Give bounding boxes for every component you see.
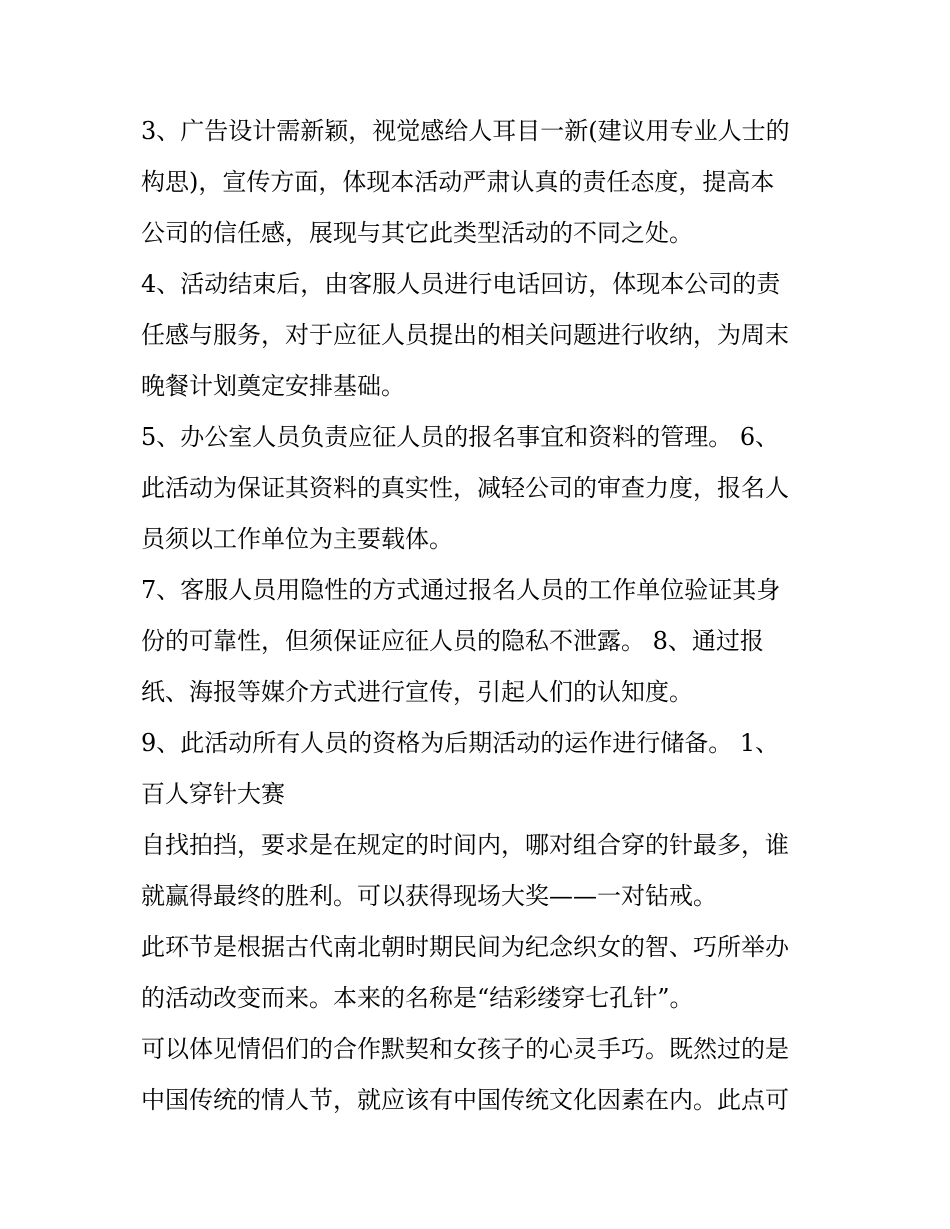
text-line: 自找拍挡，要求是在规定的时间内，哪对组合穿的针最多，谁 bbox=[141, 831, 789, 859]
text-line: 7、客服人员用隐性的方式通过报名人员的工作单位验证其身 bbox=[141, 576, 781, 604]
text-line: 4、活动结束后，由客服人员进行电话回访，体现本公司的责 bbox=[141, 270, 781, 298]
text-line: 纸、海报等媒介方式进行宣传，引起人们的认知度。 bbox=[141, 678, 693, 706]
text-line: 此活动为保证其资料的真实性，减轻公司的审查力度，报名人 bbox=[141, 474, 789, 502]
text-line: 任感与服务，对于应征人员提出的相关问题进行收纳，为周末 bbox=[141, 321, 789, 349]
text-line: 5、办公室人员负责应征人员的报名事宜和资料的管理。 6、 bbox=[141, 423, 780, 451]
text-line: 员须以工作单位为主要载体。 bbox=[141, 525, 453, 553]
text-line: 晚餐计划奠定安排基础。 bbox=[141, 372, 405, 400]
text-line: 9、此活动所有人员的资格为后期活动的运作进行储备。 1、 bbox=[141, 729, 780, 757]
text-line: 可以体见情侣们的合作默契和女孩子的心灵手巧。既然过的是 bbox=[141, 1035, 789, 1063]
text-line: 百人穿针大赛 bbox=[141, 780, 285, 808]
text-line: 此环节是根据古代南北朝时期民间为纪念织女的智、巧所举办 bbox=[141, 933, 789, 961]
text-line: 就赢得最终的胜利。可以获得现场大奖——一对钻戒。 bbox=[141, 882, 717, 910]
text-line: 中国传统的情人节，就应该有中国传统文化因素在内。此点可 bbox=[141, 1086, 789, 1114]
text-line: 的活动改变而来。本来的名称是“结彩缕穿七孔针”。 bbox=[141, 984, 694, 1012]
document-body bbox=[141, 106, 821, 1126]
text-line: 3、广告设计需新颖，视觉感给人耳目一新(建议用专业人士的 bbox=[141, 117, 790, 145]
text-line: 构思)，宣传方面，体现本活动严肃认真的责任态度，提高本 bbox=[141, 168, 775, 196]
text-line: 份的可靠性，但须保证应征人员的隐私不泄露。 8、通过报 bbox=[141, 627, 764, 655]
text-line: 公司的信任感，展现与其它此类型活动的不同之处。 bbox=[141, 219, 693, 247]
